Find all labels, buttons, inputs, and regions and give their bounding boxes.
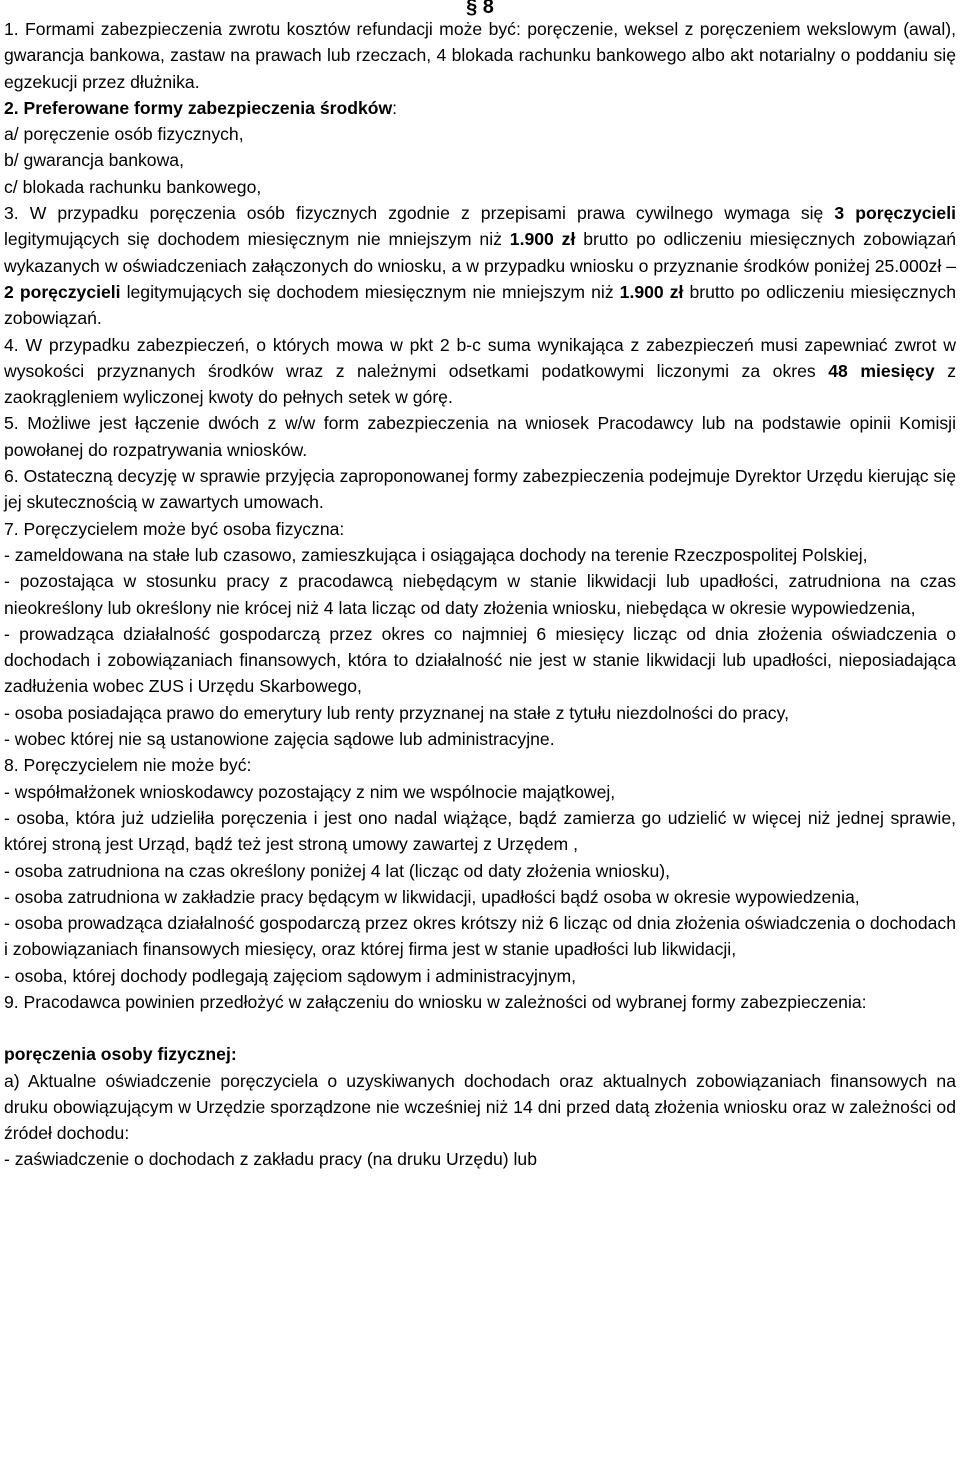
text-run: - osoba zatrudniona w zakładzie pracy będącym w likwidacji, upadłości bądź osoba w okresie wypowiedzenia, (4, 886, 860, 907)
text-run: : (392, 97, 398, 118)
bold-text: 1.900 zł (619, 281, 684, 302)
paragraph-p5 (4, 410, 956, 463)
paragraph-p10b (4, 1146, 956, 1172)
paragraph-p8f (4, 963, 956, 989)
text-run: - osoba, która już udzieliła poręczenia i jest ono nadal wiążące, bądź zamierza go udzielić w więcej niż jednej sprawie, której stroną jest Urząd, bądź też jest stroną umowy zawartej z Urzędem , (4, 807, 956, 855)
bold-text: 3 poręczycieli (834, 203, 956, 224)
bold-text: 48 miesięcy (828, 360, 935, 381)
text-run: a/ poręczenie osób fizycznych, (4, 124, 244, 145)
text-run: - zameldowana na stałe lub czasowo, zamieszkująca i osiągająca dochody na terenie Rzeczpospolitej Polskiej, (4, 544, 868, 565)
text-run: 7. Poręczycielem może być osoba fizyczna: (4, 518, 345, 539)
text-run: a) Aktualne oświadczenie poręczyciela o uzyskiwanych dochodach oraz aktualnych zobowiązaniach finansowych na druku obowiązującym w Urzędzie sporządzone nie wcześniej niż 14 dni przed datą złożenia wniosku oraz w zależności od źródeł dochodu: (4, 1070, 956, 1144)
paragraph-p8e (4, 910, 956, 963)
paragraph-p9 (4, 989, 956, 1015)
text-run: - osoba prowadząca działalność gospodarczą przez okres krótszy niż 6 licząc od dnia złożenia oświadczenia o dochodach i zobowiązaniach finansowych miesięcy, oraz której firma jest w stanie upadłości lub likwidacji, (4, 913, 956, 960)
text-run: brutto po odliczeniu miesięcznych zobowiązań wykazanych w oświadczeniach załączonych do wniosku, a w przypadku wniosku o przyznanie środków poniżej 25.000zł – (4, 229, 956, 276)
paragraph-p2 (4, 95, 956, 121)
paragraph-p2b (4, 147, 956, 173)
paragraph-p8d (4, 884, 956, 910)
bold-text: 1.900 zł (509, 229, 576, 250)
text-run: b/ gwarancja bankowa, (4, 150, 184, 171)
text-run: - osoba posiadająca prawo do emerytury lub renty przyznanej na stałe z tytułu niezdolności do pracy, (4, 702, 789, 723)
text-run: 1. Formami zabezpieczenia zwrotu kosztów refundacji może być: poręczenie, weksel z poręczeniem wekslowym (awal), gwarancja bankowa, zastaw na prawach lub rzeczach, 4 blokada rachunku bankowego albo akt notarialny o poddaniu się egzekucji przez dłużnika. (4, 19, 956, 92)
text-run: 9. Pracodawca powinien przedłożyć w załączeniu do wniosku w zależności od wybranej formy zabezpieczenia: (4, 991, 867, 1012)
paragraph-p8a (4, 779, 956, 805)
text-run: 5. Możliwe jest łączenie dwóch z w/w form zabezpieczenia na wniosek Pracodawcy lub na podstawie opinii Komisji powołanej do rozpatrywania wniosków. (4, 413, 956, 460)
text-run: legitymujących się dochodem miesięcznym nie mniejszym niż (120, 281, 620, 302)
text-run: c/ blokada rachunku bankowego, (4, 176, 262, 197)
text-run: - osoba, której dochody podlegają zajęciom sądowym i administracyjnym, (4, 965, 577, 986)
paragraph-p1 (4, 16, 956, 95)
bold-text: 2. Preferowane formy zabezpieczenia środków (4, 97, 393, 118)
text-run: - prowadząca działalność gospodarczą przez okres co najmniej 6 miesięcy licząc od dnia złożenia oświadczenia o dochodach i zobowiązaniach finansowych, która to działalność nie jest w stanie likwidacji lub upadłości, nieposiadająca zadłużenia wobec ZUS i Urzędu Skarbowego, (4, 623, 956, 697)
text-run: 6. Ostateczną decyzję w sprawie przyjęcia zaproponowanej formy zabezpieczenia podejmuje Dyrektor Urzędu kierując się jej skutecznością w zawartych umowach. (4, 466, 956, 513)
paragraph-p7b (4, 568, 956, 621)
paragraph-p10 (4, 1041, 956, 1067)
section-title: § 8 (466, 0, 494, 18)
text-run: z zaokrągleniem wyliczonej kwoty do pełnych setek w górę. (4, 360, 956, 408)
paragraph-p10a (4, 1068, 956, 1147)
paragraph-p2c (4, 174, 956, 200)
paragraph-p7 (4, 516, 956, 542)
paragraph-p2a (4, 121, 956, 147)
blank-line (4, 1015, 956, 1041)
text-run: - pozostająca w stosunku pracy z pracodawcą niebędącym w stanie likwidacji lub upadłości, zatrudniona na czas nieokreślony lub określony nie krócej niż 4 lata licząc od daty złożenia wniosku, niebędąca w okresie wypowiedzenia, (4, 571, 956, 618)
text-run: - współmałżonek wnioskodawcy pozostający z nim we wspólnocie majątkowej, (4, 781, 616, 802)
bold-text: poręczenia osoby fizycznej: (4, 1044, 237, 1065)
paragraph-p8 (4, 752, 956, 778)
text-run: brutto po odliczeniu miesięcznych zobowiązań. (4, 281, 957, 329)
paragraph-p7d (4, 700, 956, 726)
document-body (4, 16, 956, 1173)
paragraph-p8c (4, 858, 956, 884)
paragraph-p8b (4, 805, 956, 858)
paragraph-p7c (4, 621, 956, 700)
paragraph-p7a (4, 542, 956, 568)
text-run: 8. Poręczycielem nie może być: (4, 755, 252, 776)
text-run: - wobec której nie są ustanowione zajęcia sądowe lub administracyjne. (4, 729, 555, 750)
paragraph-p6 (4, 463, 956, 516)
text-run: - zaświadczenie o dochodach z zakładu pracy (na druku Urzędu) lub (4, 1149, 537, 1170)
paragraph-p3 (4, 200, 956, 331)
paragraph-p4 (4, 332, 956, 411)
text-run: - osoba zatrudniona na czas określony poniżej 4 lat (licząc od daty złożenia wniosku), (4, 860, 670, 881)
text-run: 4. W przypadku zabezpieczeń, o których mowa w pkt 2 b-c suma wynikająca z zabezpieczeń musi zapewniać zwrot w wysokości przyznanych środków wraz z należnymi odsetkami podatkowymi liczonymi za okres (4, 334, 956, 381)
bold-text: 2 poręczycieli (4, 281, 121, 302)
text-run: legitymujących się dochodem miesięcznym nie mniejszym niż (4, 229, 510, 250)
text-run: 3. W przypadku poręczenia osób fizycznych zgodnie z przepisami prawa cywilnego wymaga się (4, 203, 835, 224)
paragraph-p7e (4, 726, 956, 752)
